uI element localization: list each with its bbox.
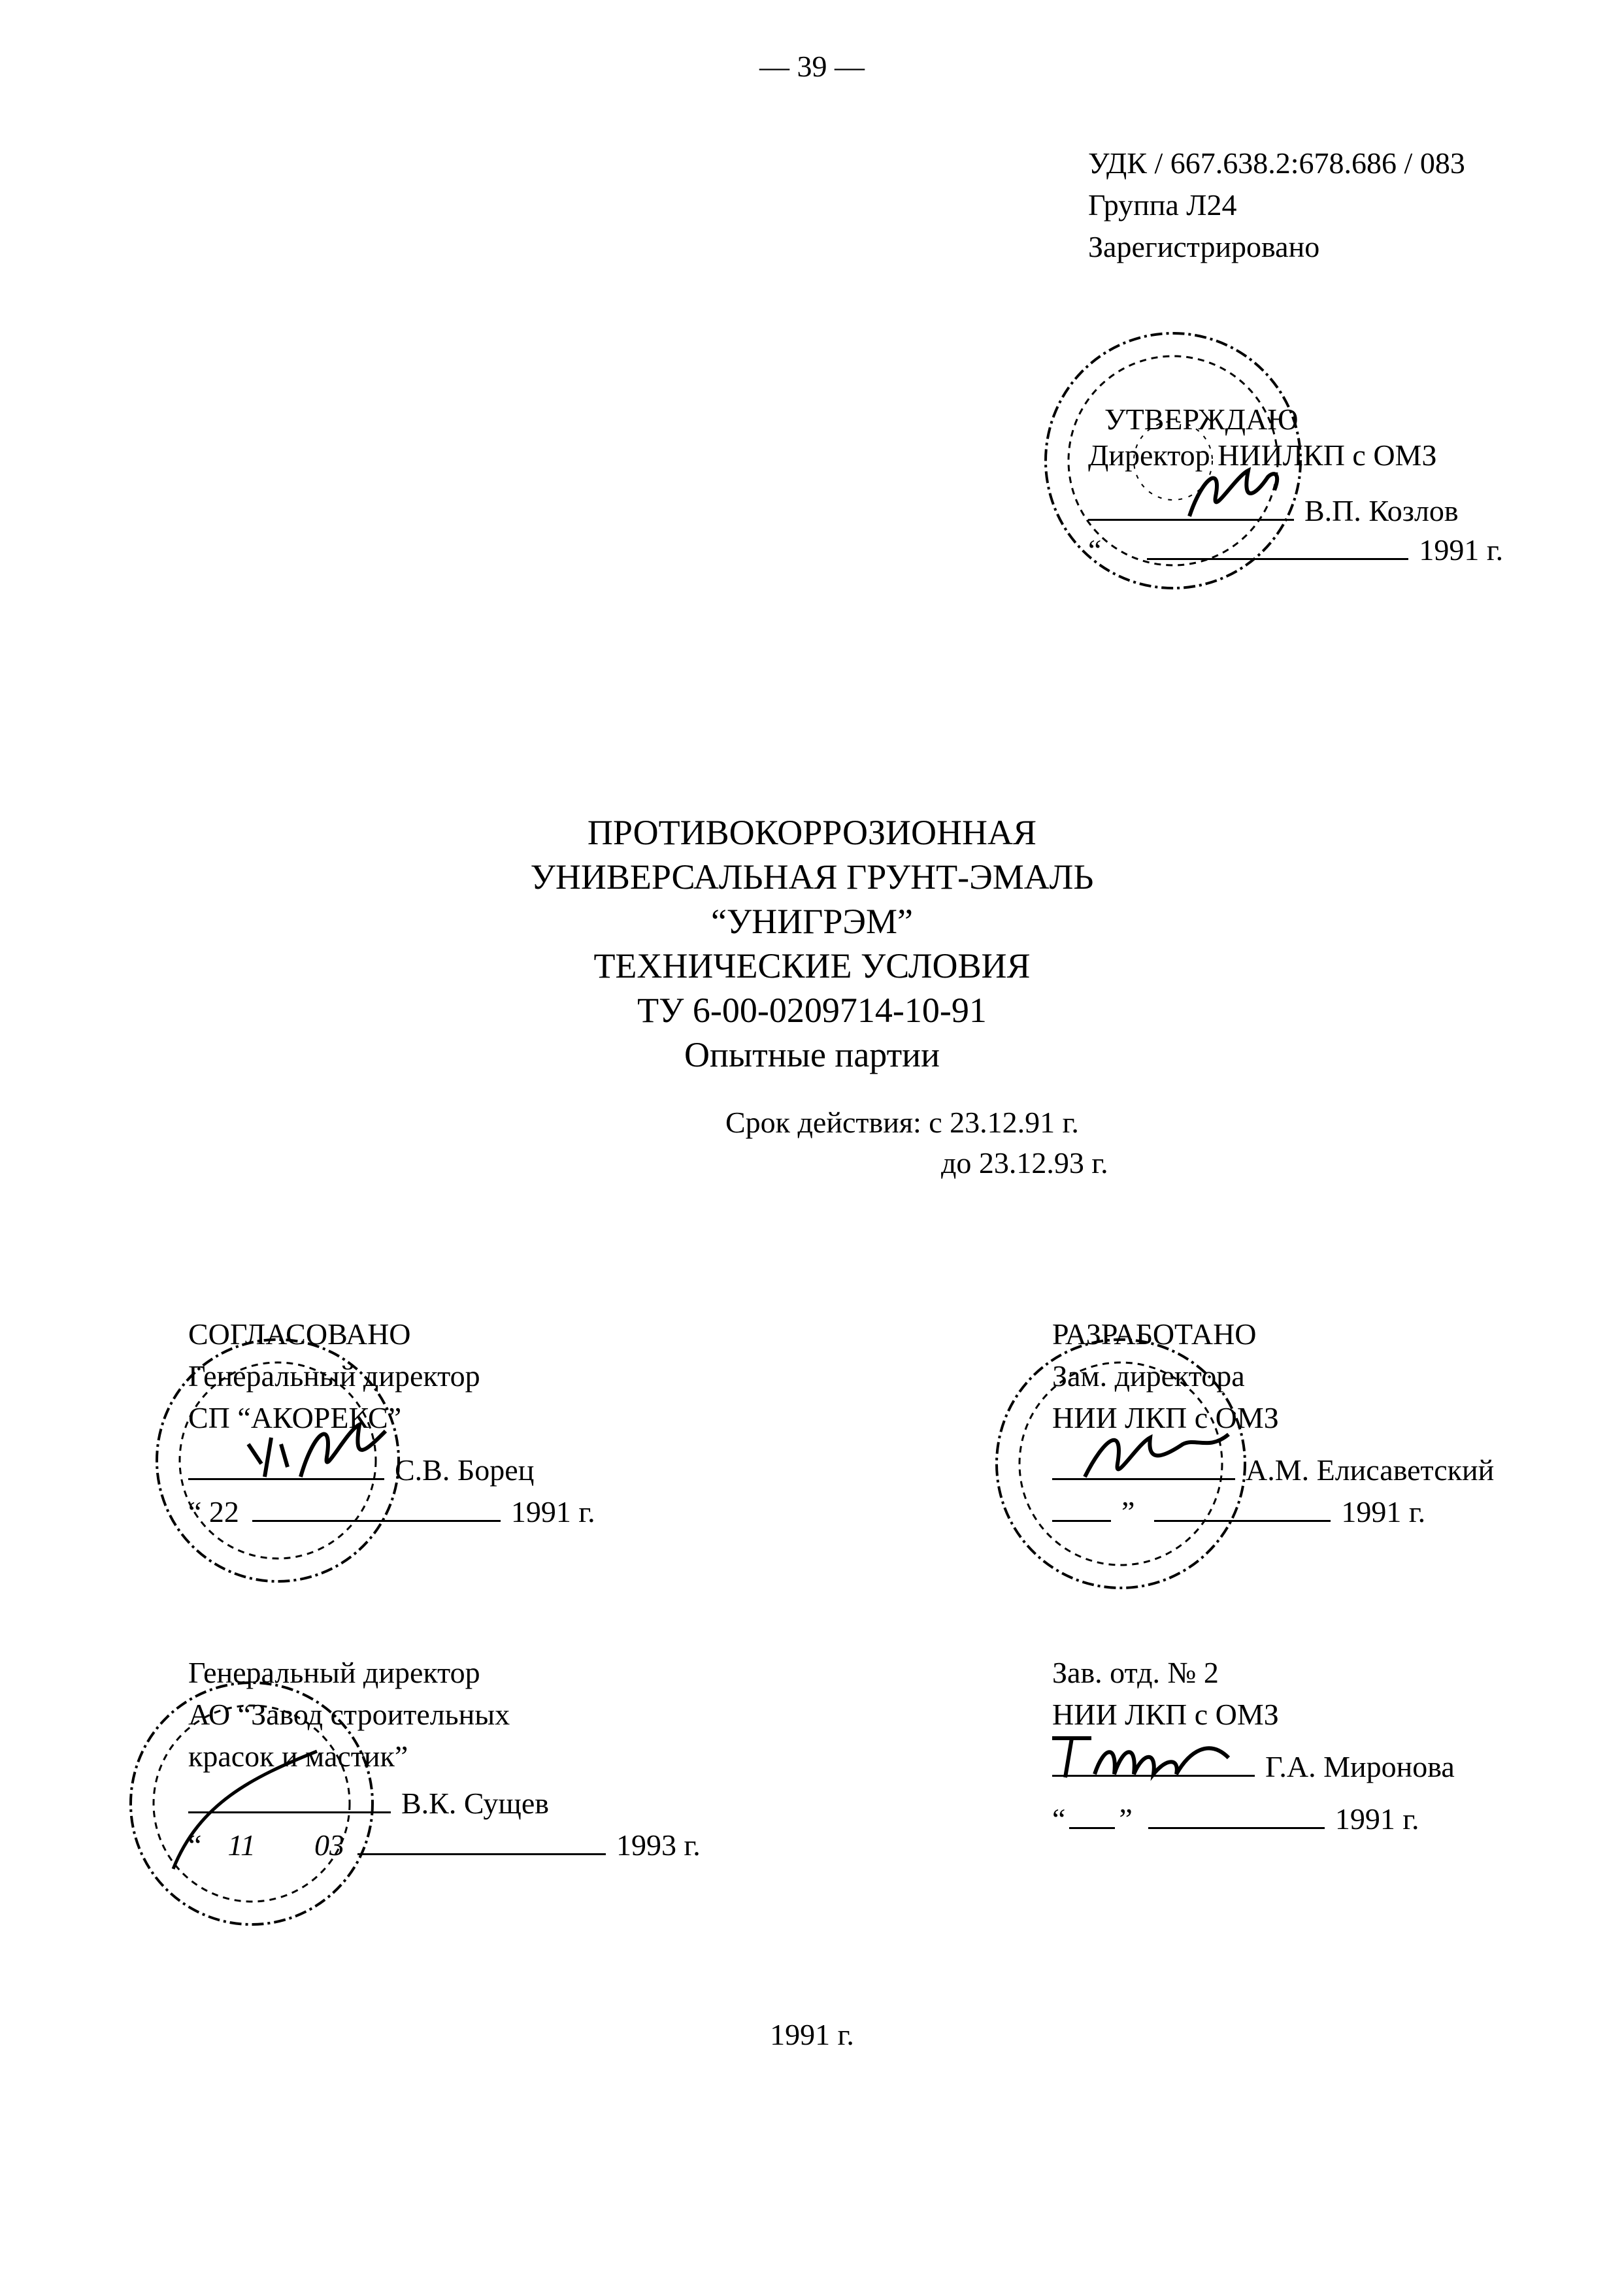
approve-date-quote: “: [1088, 533, 1102, 567]
date-blank: [1154, 1520, 1331, 1522]
dept-org: НИИ ЛКП с ОМЗ: [1052, 1698, 1279, 1731]
handwritten-signature-elisavetsky: [1072, 1411, 1242, 1493]
date-blank: [357, 1853, 606, 1855]
dept-date-line: [1052, 1798, 1419, 1840]
date-blank: [1147, 558, 1408, 560]
agreed-org: СП “АКОРЕКС”: [188, 1401, 402, 1434]
agreed2-name: В.К. Сущев: [401, 1787, 549, 1820]
validity-from: Срок действия: с 23.12.91 г.: [725, 1106, 1079, 1139]
handwritten-signature-kozlov: [1176, 451, 1287, 533]
approve-name: В.П. Козлов: [1304, 494, 1459, 527]
title-line-1: ПРОТИВОКОРРОЗИОННАЯ: [587, 813, 1037, 852]
agreed-date-day: 22: [208, 1495, 239, 1528]
udk-code: УДК / 667.638.2:678.686 / 083: [1088, 146, 1465, 180]
registered-label: Зарегистрировано: [1088, 230, 1320, 263]
date-blank: [1069, 1827, 1115, 1829]
agreed2-org-line-1: АО “Завод строительных: [188, 1698, 510, 1731]
agreed-position: Генеральный директор: [188, 1359, 480, 1393]
developed-year: 1991 г.: [1341, 1495, 1426, 1528]
page-number: — 39 —: [759, 50, 865, 83]
agreed2-date-quote-open: “: [188, 1828, 202, 1862]
dept-year: 1991 г.: [1334, 1802, 1419, 1836]
signature-blank: [188, 1811, 391, 1813]
agreed2-date-day: 11: [227, 1828, 256, 1862]
handwritten-signature-mironova: [1046, 1719, 1242, 1794]
dept-date-quote-open: “: [1052, 1802, 1066, 1836]
title-line-6: Опытные партии: [684, 1035, 940, 1074]
agreed2-signature-line: [188, 1783, 549, 1824]
agreed-year: 1991 г.: [510, 1495, 595, 1528]
developed-org: НИИ ЛКП с ОМЗ: [1052, 1401, 1279, 1434]
validity-to: до 23.12.93 г.: [941, 1146, 1108, 1179]
developed-date-line: [1052, 1491, 1425, 1533]
title-line-3: “УНИГРЭМ”: [710, 902, 914, 941]
developed-position: Зам. директора: [1052, 1359, 1245, 1393]
agreed-date-line: [188, 1491, 595, 1533]
developed-date-quote: ”: [1121, 1495, 1135, 1528]
agreed2-year: 1993 г.: [616, 1828, 701, 1862]
dept-date-quote-close: ”: [1119, 1802, 1133, 1836]
approve-position: Директор НИИЛКП с ОМЗ: [1088, 438, 1437, 472]
title-line-2: УНИВЕРСАЛЬНАЯ ГРУНТ-ЭМАЛЬ: [530, 857, 1094, 897]
agreed2-date-month: 03: [314, 1828, 345, 1862]
group-code: Группа Л24: [1088, 188, 1237, 222]
developed-heading: РАЗРАБОТАНО: [1052, 1317, 1257, 1351]
date-blank: [1052, 1520, 1111, 1522]
title-line-5: ТУ 6-00-0209714-10-91: [637, 991, 987, 1030]
agreed-date-quote: “: [188, 1495, 202, 1528]
dept-name: Г.А. Миронова: [1265, 1750, 1455, 1783]
developed-name: А.М. Елисаветский: [1246, 1453, 1495, 1487]
approve-heading: УТВЕРЖДАЮ: [1104, 403, 1299, 436]
title-line-4: ТЕХНИЧЕСКИЕ УСЛОВИЯ: [593, 946, 1031, 985]
agreed-heading: СОГЛАСОВАНО: [188, 1317, 411, 1351]
date-blank: [1148, 1827, 1325, 1829]
agreed2-position: Генеральный директор: [188, 1656, 480, 1689]
date-blank: [252, 1520, 501, 1522]
footer-year: 1991 г.: [770, 2018, 854, 2051]
handwritten-signature-borets: [235, 1405, 405, 1493]
agreed-name: С.В. Борец: [395, 1453, 535, 1487]
dept-position: Зав. отд. № 2: [1052, 1656, 1219, 1689]
agreed2-date-line: [188, 1824, 701, 1866]
approve-date-line: [1088, 529, 1503, 571]
agreed2-org-line-2: красок и мастик”: [188, 1740, 408, 1773]
approve-year: 1991 г.: [1419, 533, 1504, 567]
